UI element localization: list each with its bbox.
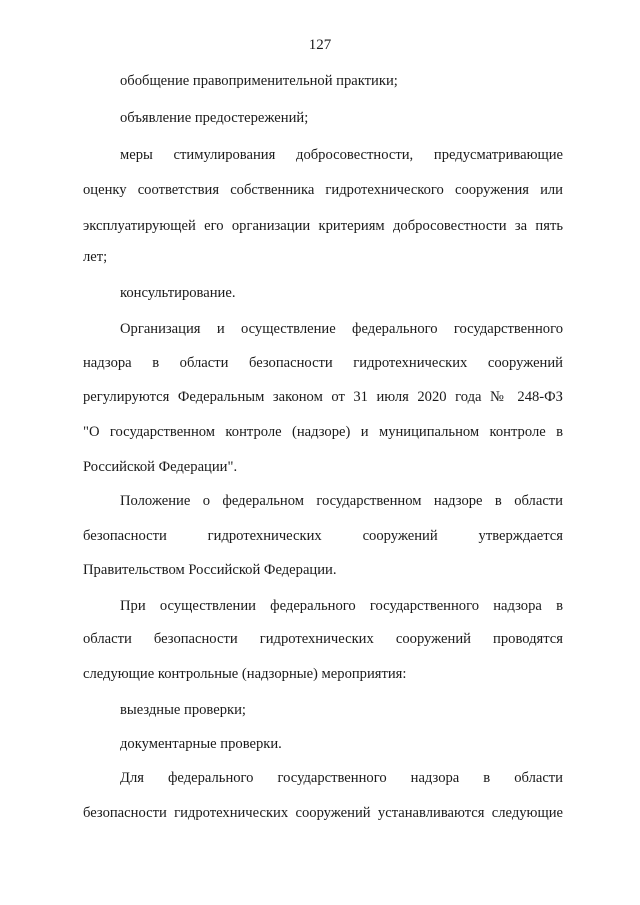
text-line: следующие контрольные (надзорные) мероприятия:	[83, 666, 407, 682]
text-line: Правительством Российской Федерации.	[83, 562, 337, 578]
text-line: эксплуатирующей его организации критериям добросовестности за пять	[83, 218, 563, 234]
text-line: обобщение правоприменительной практики;	[120, 73, 398, 89]
text-line: "О государственном контроле (надзоре) и муниципальном контроле в	[83, 424, 563, 440]
text-line: регулируются Федеральным законом от 31 июля 2020 года № 248-ФЗ	[83, 389, 563, 405]
text-line: При осуществлении федерального государственного надзора в	[120, 598, 563, 614]
text-line: надзора в области безопасности гидротехнических сооружений	[83, 355, 563, 371]
text-line: области безопасности гидротехнических сооружений проводятся	[83, 631, 563, 647]
text-line: Положение о федеральном государственном надзоре в области	[120, 493, 563, 509]
text-line: безопасности гидротехнических сооружений утверждается	[83, 528, 563, 544]
text-line: оценку соответствия собственника гидротехнического сооружения или	[83, 182, 563, 198]
text-line: меры стимулирования добросовестности, предусматривающие	[120, 147, 563, 163]
text-line: лет;	[83, 249, 108, 265]
text-line: Организация и осуществление федерального государственного	[120, 321, 563, 337]
text-line: безопасности гидротехнических сооружений устанавливаются следующие	[83, 805, 563, 821]
text-line: выездные проверки;	[120, 702, 246, 718]
page-number: 127	[308, 37, 332, 53]
text-line: Российской Федерации".	[83, 459, 238, 475]
text-line: объявление предостережений;	[120, 110, 309, 126]
text-line: документарные проверки.	[120, 736, 282, 752]
text-line: Для федерального государственного надзора в области	[120, 770, 563, 786]
text-line: консультирование.	[120, 285, 236, 301]
